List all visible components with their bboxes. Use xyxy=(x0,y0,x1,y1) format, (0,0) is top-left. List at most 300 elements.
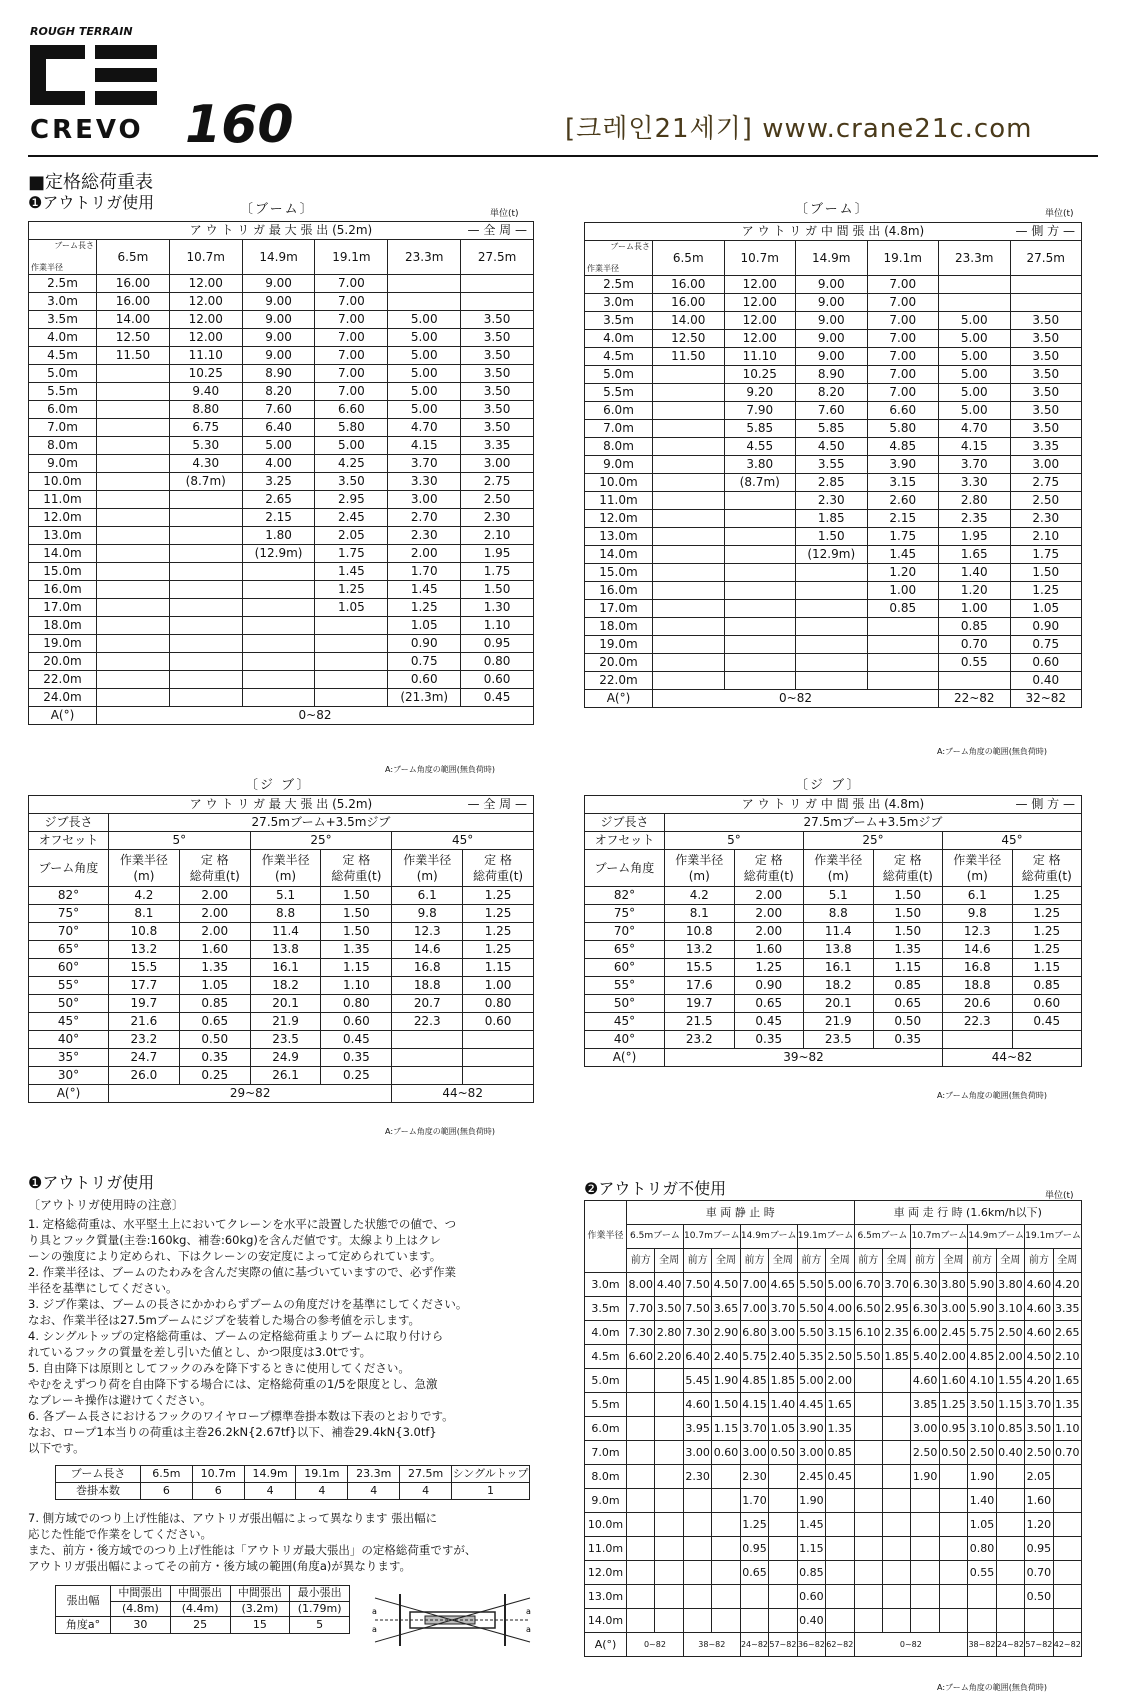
cell-value xyxy=(854,1561,882,1585)
cell-value: 1.75 xyxy=(315,545,388,563)
cell-value: 4.15 xyxy=(388,437,461,455)
cell-value: 7.00 xyxy=(315,311,388,329)
cell-value: 5.00 xyxy=(388,383,461,401)
angle-range: 29~82 xyxy=(109,1085,392,1103)
table-row xyxy=(29,401,534,419)
cell-value xyxy=(769,1513,797,1537)
cell-value: 4.45 xyxy=(797,1393,825,1417)
cell-value: 3.50 xyxy=(461,365,534,383)
cell-value: 3.70 xyxy=(740,1417,768,1441)
row-label: 5.5m xyxy=(585,1393,627,1417)
cell-value: 20.1 xyxy=(250,995,321,1013)
cell-value xyxy=(242,635,315,653)
table-mode: — 全 周 — xyxy=(467,797,527,811)
cell-value xyxy=(97,455,170,473)
cell-value: 10.25 xyxy=(724,366,796,384)
cell-value xyxy=(653,582,725,600)
cell-value xyxy=(461,293,534,311)
cell-value xyxy=(996,1465,1024,1489)
table-row xyxy=(29,1013,534,1031)
cell-value xyxy=(653,492,725,510)
cell-value: 12.00 xyxy=(724,330,796,348)
row-label: 40° xyxy=(585,1031,665,1049)
table-mode: — 全 周 — xyxy=(467,223,527,237)
cell-value: 4.85 xyxy=(867,438,939,456)
cell-value: 2.90 xyxy=(712,1321,740,1345)
cell-value: 1.05 xyxy=(388,617,461,635)
row-label: 7.0m xyxy=(585,420,653,438)
cell-value: 16.1 xyxy=(250,959,321,977)
cell-value: 12.00 xyxy=(724,294,796,312)
cell-value: 4.60 xyxy=(1025,1321,1053,1345)
cell-value xyxy=(653,528,725,546)
cell-value: 3.50 xyxy=(1010,366,1082,384)
cell-value: 16.00 xyxy=(653,276,725,294)
cell-value xyxy=(724,654,796,672)
table-row xyxy=(585,510,1082,528)
cell-value xyxy=(826,1537,854,1561)
row-label: 24.0m xyxy=(29,689,97,707)
cell-value xyxy=(996,1513,1024,1537)
cell-value: 1.25 xyxy=(1012,905,1082,923)
cell-value xyxy=(996,1537,1024,1561)
angle-note: A:ブーム角度の範囲(無負荷時) xyxy=(937,1683,1048,1692)
section-title: ■定格総荷重表 xyxy=(28,172,154,193)
row-label: 55° xyxy=(585,977,665,995)
cell-value xyxy=(996,1561,1024,1585)
cell-value: 3.50 xyxy=(461,383,534,401)
cell-value xyxy=(392,1031,463,1049)
cell-value: 2.10 xyxy=(461,527,534,545)
table-row xyxy=(585,1513,1082,1537)
cell-value: 4.25 xyxy=(315,455,388,473)
cell-value: (12.9m) xyxy=(242,545,315,563)
cell-value xyxy=(169,671,242,689)
cell-value xyxy=(943,1031,1013,1049)
cell-value xyxy=(653,618,725,636)
row-label: 6.0m xyxy=(585,402,653,420)
cell-value: 1.25 xyxy=(1012,887,1082,905)
table-row xyxy=(29,491,534,509)
cell-value: 20.1 xyxy=(804,995,874,1013)
cell-value: 0.85 xyxy=(797,1561,825,1585)
table-row xyxy=(585,366,1082,384)
cell-value: 0.60 xyxy=(1010,654,1082,672)
cell-value: 1.90 xyxy=(911,1465,939,1489)
cell-value: 19.7 xyxy=(109,995,180,1013)
cell-value xyxy=(683,1489,711,1513)
all-around-header: 全周 xyxy=(939,1249,967,1273)
cell-value: 1.85 xyxy=(882,1345,910,1369)
cell-value xyxy=(724,618,796,636)
cell-value: 5.00 xyxy=(939,384,1011,402)
table-title: ア ウ ト リ ガ 最 大 張 出 (5.2m) xyxy=(189,797,373,811)
table-row xyxy=(585,1585,1082,1609)
cell-value: 1.05 xyxy=(968,1513,996,1537)
notes-subheading: 〔アウトリガ使用時の注意〕 xyxy=(28,1198,184,1212)
cell-value xyxy=(996,1609,1024,1633)
cell-value xyxy=(169,491,242,509)
cell-value xyxy=(169,689,242,707)
cell-value: 0.40 xyxy=(797,1609,825,1633)
cell-value: 3.30 xyxy=(388,473,461,491)
cell-value xyxy=(683,1513,711,1537)
cell-value: 1.75 xyxy=(1010,546,1082,564)
cell-value: 0.90 xyxy=(734,977,804,995)
front-header: 前方 xyxy=(1025,1249,1053,1273)
cell-value: 0.85 xyxy=(1012,977,1082,995)
angle-range: 44~82 xyxy=(392,1085,534,1103)
table-row xyxy=(29,509,534,527)
cell-value: 0.45 xyxy=(461,689,534,707)
cell-value: 5.80 xyxy=(315,419,388,437)
cell-value: 3.70 xyxy=(939,456,1011,474)
cell-value: 2.50 xyxy=(968,1441,996,1465)
cell-value xyxy=(882,1561,910,1585)
row-label: 3.0m xyxy=(585,1273,627,1297)
cell-value: 6.10 xyxy=(854,1321,882,1345)
cell-value: 2.00 xyxy=(179,923,250,941)
cell-value: 2.75 xyxy=(461,473,534,491)
length-header: 6.5m xyxy=(653,241,725,276)
cell-value xyxy=(882,1393,910,1417)
row-label: 65° xyxy=(585,941,665,959)
cell-value: 0.60 xyxy=(1012,995,1082,1013)
row-label: 12.0m xyxy=(585,510,653,528)
row-label: 70° xyxy=(585,923,665,941)
angle-range: 22~82 xyxy=(939,690,1011,708)
cell-value: 1.60 xyxy=(179,941,250,959)
cell-value: 14.00 xyxy=(653,312,725,330)
cell-value xyxy=(769,1465,797,1489)
cell-value xyxy=(627,1393,655,1417)
cell-value: 0.60 xyxy=(461,671,534,689)
cell-value: 3.90 xyxy=(867,456,939,474)
table-row xyxy=(585,959,1082,977)
table-row xyxy=(585,528,1082,546)
cell-value xyxy=(655,1441,683,1465)
cell-value: 5.00 xyxy=(939,312,1011,330)
cell-value: 1.10 xyxy=(1053,1417,1081,1441)
cell-value xyxy=(653,474,725,492)
table-row xyxy=(29,545,534,563)
unit-right: 単位(t) xyxy=(1045,209,1074,219)
row-label: 14.0m xyxy=(29,545,97,563)
cell-value: 12.00 xyxy=(724,312,796,330)
cell-value: 7.60 xyxy=(796,402,868,420)
cell-value: 6.60 xyxy=(867,402,939,420)
model-name: CREVO xyxy=(30,115,144,145)
cell-value xyxy=(1012,1031,1082,1049)
cell-value: 12.00 xyxy=(169,329,242,347)
cell-value: 0.80 xyxy=(968,1537,996,1561)
cell-value: 4.85 xyxy=(968,1345,996,1369)
row-label: 22.0m xyxy=(585,672,653,690)
cell-value: 1.25 xyxy=(388,599,461,617)
cell-value: 5.50 xyxy=(797,1273,825,1297)
cell-value xyxy=(1010,294,1082,312)
cell-value: 2.45 xyxy=(315,509,388,527)
cell-value: 4.00 xyxy=(826,1297,854,1321)
cell-value xyxy=(867,654,939,672)
cell-value: 2.45 xyxy=(939,1321,967,1345)
row-label: 40° xyxy=(29,1031,109,1049)
cell-value: 12.3 xyxy=(943,923,1013,941)
row-label: 22.0m xyxy=(29,671,97,689)
cell-value: 1.25 xyxy=(463,941,534,959)
cell-value xyxy=(796,618,868,636)
cell-value: 2.00 xyxy=(996,1345,1024,1369)
cell-value: 3.65 xyxy=(712,1297,740,1321)
cell-value xyxy=(796,654,868,672)
cell-value xyxy=(388,293,461,311)
cell-value: 7.50 xyxy=(683,1297,711,1321)
cell-value: 5.00 xyxy=(388,365,461,383)
row-label: 75° xyxy=(585,905,665,923)
cell-value: 4.50 xyxy=(796,438,868,456)
angle-note: A:ブーム角度の範囲(無負荷時) xyxy=(937,1091,1048,1100)
cell-value xyxy=(939,1585,967,1609)
cell-value xyxy=(712,1609,740,1633)
row-label: 16.0m xyxy=(585,582,653,600)
cell-value: 2.05 xyxy=(315,527,388,545)
table-row xyxy=(29,653,534,671)
cell-value: 3.80 xyxy=(724,456,796,474)
cell-value: 3.80 xyxy=(939,1273,967,1297)
cell-value: 3.95 xyxy=(683,1417,711,1441)
cell-value xyxy=(712,1561,740,1585)
cell-value: 0.75 xyxy=(388,653,461,671)
cell-value: 11.4 xyxy=(804,923,874,941)
length-header: 10.7m xyxy=(169,240,242,275)
table-row xyxy=(29,1049,534,1067)
cell-value: 3.00 xyxy=(939,1297,967,1321)
cell-value xyxy=(724,510,796,528)
cell-value: 3.50 xyxy=(461,401,534,419)
cell-value xyxy=(769,1489,797,1513)
cell-value: 4.00 xyxy=(242,455,315,473)
cell-value: 3.50 xyxy=(461,329,534,347)
cell-value xyxy=(655,1417,683,1441)
cell-value: 0.50 xyxy=(179,1031,250,1049)
offset-value: 25° xyxy=(804,832,943,850)
cell-value: 1.75 xyxy=(461,563,534,581)
cell-value xyxy=(655,1489,683,1513)
cell-value xyxy=(655,1393,683,1417)
row-label: 5.0m xyxy=(585,366,653,384)
cell-value: 1.45 xyxy=(315,563,388,581)
cell-value: 3.70 xyxy=(388,455,461,473)
cell-value xyxy=(627,1369,655,1393)
row-label: 3.0m xyxy=(585,294,653,312)
front-header: 前方 xyxy=(911,1249,939,1273)
cell-value: 1.35 xyxy=(179,959,250,977)
cell-value: 4.40 xyxy=(655,1273,683,1297)
cell-value: 0.95 xyxy=(1025,1537,1053,1561)
row-label: 3.5m xyxy=(29,311,97,329)
cell-value: 0.55 xyxy=(939,654,1011,672)
row-label: 30° xyxy=(29,1067,109,1085)
cell-value: 2.00 xyxy=(734,905,804,923)
cell-value: 0.60 xyxy=(712,1441,740,1465)
cell-value: 18.2 xyxy=(250,977,321,995)
row-label: 70° xyxy=(29,923,109,941)
cell-value: 4.70 xyxy=(939,420,1011,438)
cell-value: 3.00 xyxy=(740,1441,768,1465)
cell-value: 1.15 xyxy=(1012,959,1082,977)
cell-value: 0.65 xyxy=(873,995,943,1013)
cell-value: 0.50 xyxy=(769,1441,797,1465)
table-row xyxy=(585,384,1082,402)
offset-label: オフセット xyxy=(29,832,109,850)
cell-value: 22.3 xyxy=(943,1013,1013,1031)
cell-value xyxy=(1010,276,1082,294)
cell-value: 12.00 xyxy=(169,275,242,293)
cell-value: 8.20 xyxy=(242,383,315,401)
cell-value xyxy=(242,653,315,671)
cell-value: 2.60 xyxy=(867,492,939,510)
cell-value: 2.40 xyxy=(712,1345,740,1369)
cell-value: 23.5 xyxy=(804,1031,874,1049)
row-label: 3.0m xyxy=(29,293,97,311)
row-label: 20.0m xyxy=(585,654,653,672)
cell-value: 2.50 xyxy=(1010,492,1082,510)
note-line: 半径を基準にしてください。 xyxy=(28,1281,178,1295)
cell-value: 1.15 xyxy=(463,959,534,977)
cell-value: 3.55 xyxy=(796,456,868,474)
cell-value: 2.10 xyxy=(1053,1345,1081,1369)
table-row xyxy=(585,546,1082,564)
cell-value: 1.05 xyxy=(1010,600,1082,618)
cell-value: 2.00 xyxy=(826,1369,854,1393)
cell-value: (21.3m) xyxy=(388,689,461,707)
cell-value xyxy=(854,1369,882,1393)
cell-value: 7.70 xyxy=(627,1297,655,1321)
cell-value: 5.00 xyxy=(388,329,461,347)
cell-value: 0.50 xyxy=(939,1441,967,1465)
table-row xyxy=(29,275,534,293)
cell-value: 0.45 xyxy=(826,1465,854,1489)
cell-value: 2.65 xyxy=(242,491,315,509)
corner-cell: ブーム長さ 作業半径 xyxy=(29,240,97,275)
cell-value xyxy=(826,1585,854,1609)
table-row xyxy=(585,636,1082,654)
cell-value: 14.6 xyxy=(392,941,463,959)
cell-value xyxy=(97,545,170,563)
cell-value: 9.00 xyxy=(242,347,315,365)
cell-value xyxy=(826,1561,854,1585)
table-row xyxy=(585,1345,1082,1369)
table-row xyxy=(585,1417,1082,1441)
note-line: なブレーキ操作は避けてください。 xyxy=(28,1393,212,1407)
cell-value: 11.50 xyxy=(653,348,725,366)
table-row xyxy=(585,564,1082,582)
row-label: 3.5m xyxy=(585,1297,627,1321)
no-outrigger-heading: ❷アウトリガ不使用 xyxy=(584,1179,727,1198)
cell-value xyxy=(97,419,170,437)
cell-value: 5.1 xyxy=(250,887,321,905)
cell-value: 5.00 xyxy=(939,330,1011,348)
cell-value: 4.60 xyxy=(683,1393,711,1417)
table-row xyxy=(29,563,534,581)
cell-value: 17.6 xyxy=(665,977,735,995)
cell-value: 5.1 xyxy=(804,887,874,905)
cell-value: 24.7 xyxy=(109,1049,180,1067)
table-row xyxy=(29,365,534,383)
cell-value: 6.30 xyxy=(911,1297,939,1321)
row-label: 10.0m xyxy=(29,473,97,491)
cell-value: 1.35 xyxy=(873,941,943,959)
cell-value xyxy=(683,1537,711,1561)
note-line: また、前方・後方域でのつり上げ性能は「アウトリガ最大張出」の定格総荷重ですが、 xyxy=(28,1543,477,1557)
cell-value: 2.75 xyxy=(1010,474,1082,492)
offset-value: 25° xyxy=(250,832,392,850)
cell-value: 1.85 xyxy=(796,510,868,528)
cell-value xyxy=(655,1369,683,1393)
boom-label-right: 〔ブーム〕 xyxy=(795,202,870,217)
cell-value: 5.00 xyxy=(939,348,1011,366)
row-label: 9.0m xyxy=(585,456,653,474)
cell-value: 0.85 xyxy=(826,1441,854,1465)
cell-value: 0.95 xyxy=(939,1417,967,1441)
cell-value xyxy=(242,581,315,599)
table-row xyxy=(585,672,1082,690)
cell-value: 5.40 xyxy=(911,1345,939,1369)
cell-value: 3.80 xyxy=(996,1273,1024,1297)
load-header: 定 格 総荷重(t) xyxy=(734,850,804,887)
cell-value: 3.15 xyxy=(826,1321,854,1345)
cell-value: 0.50 xyxy=(1025,1585,1053,1609)
outrigger-heading: ❶アウトリガ使用 xyxy=(28,193,155,212)
cell-value: 2.05 xyxy=(1025,1465,1053,1489)
cell-value: 26.0 xyxy=(109,1067,180,1085)
cell-value: 1.35 xyxy=(826,1417,854,1441)
radius-header: 作業半径 xyxy=(585,1201,627,1273)
load-header: 定 格 総荷重(t) xyxy=(1012,850,1082,887)
cell-value: 2.30 xyxy=(388,527,461,545)
travelling-header: 車 両 走 行 時 (1.6km/h以下) xyxy=(854,1201,1082,1225)
cell-value xyxy=(97,689,170,707)
cell-value: 0.85 xyxy=(873,977,943,995)
row-label: 9.0m xyxy=(585,1489,627,1513)
cell-value: 12.50 xyxy=(653,330,725,348)
cell-value: 1.90 xyxy=(712,1369,740,1393)
note-line: 2. 作業半径は、ブームのたわみを含んだ実際の値に基づいていますので、必ず作業 xyxy=(28,1265,457,1279)
cell-value: 4.60 xyxy=(1025,1297,1053,1321)
cell-value: 0.75 xyxy=(1010,636,1082,654)
cell-value: 1.60 xyxy=(734,941,804,959)
row-label: 5.5m xyxy=(585,384,653,402)
cell-value: 6.00 xyxy=(911,1321,939,1345)
row-label: 4.5m xyxy=(585,348,653,366)
cell-value xyxy=(769,1561,797,1585)
table-row xyxy=(585,276,1082,294)
cell-value: 8.1 xyxy=(109,905,180,923)
cell-value: 7.60 xyxy=(242,401,315,419)
boom-load-table-full xyxy=(28,221,534,725)
cell-value xyxy=(1053,1537,1081,1561)
cell-value: 6.50 xyxy=(854,1297,882,1321)
cell-value xyxy=(169,545,242,563)
cell-value xyxy=(97,401,170,419)
table-row xyxy=(585,582,1082,600)
cell-value: 0.50 xyxy=(873,1013,943,1031)
row-label: 20.0m xyxy=(29,653,97,671)
row-label: 13.0m xyxy=(585,528,653,546)
note-line: 6. 各ブーム長さにおけるフックのワイヤロープ標準巻掛本数は下表のとおりです。 xyxy=(28,1409,454,1423)
cell-value: 7.00 xyxy=(867,366,939,384)
all-around-header: 全周 xyxy=(996,1249,1024,1273)
